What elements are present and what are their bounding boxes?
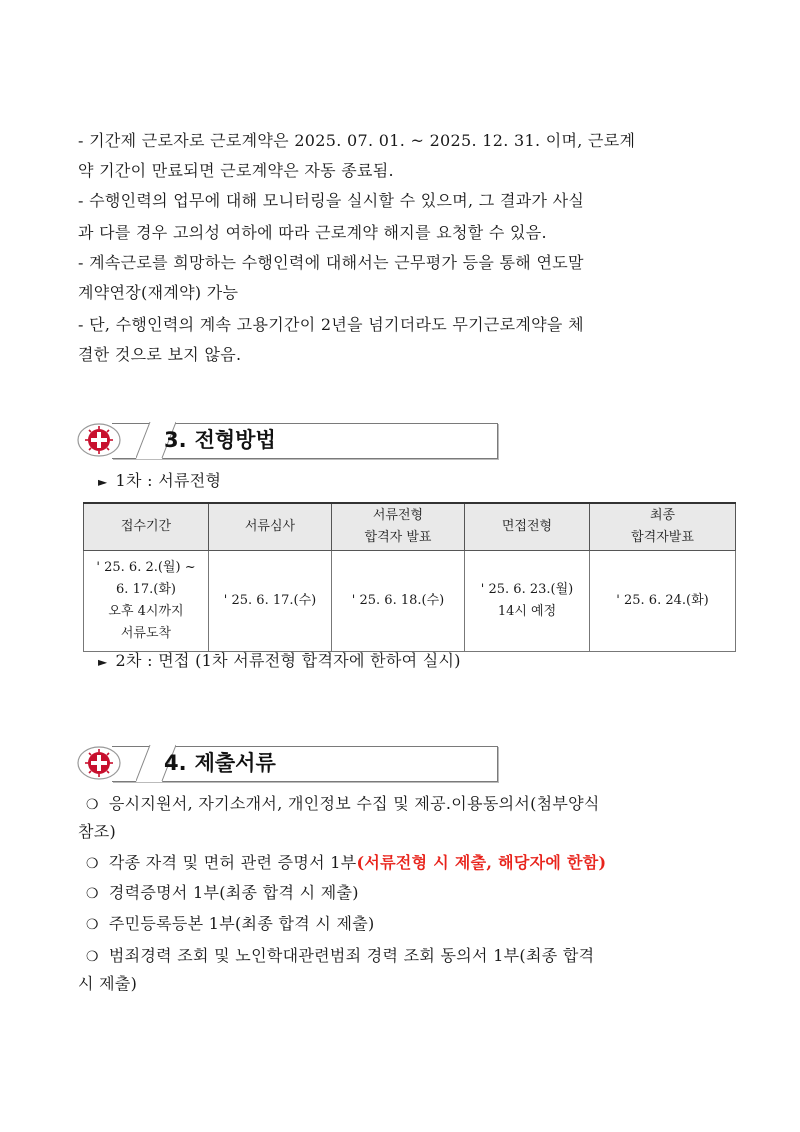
document-item-5: ❍ 범죄경력 조회 및 노인학대관련범죄 경력 조회 동의서 1부(최종 합격 — [86, 946, 595, 965]
table-cell: ' 25. 6. 23.(월) 14시 예정 — [465, 551, 590, 652]
step-1-line: ► 1차 : 서류전형 — [98, 471, 222, 490]
bullet-icon: ❍ — [86, 797, 99, 813]
document-item-1-cont: 참조) — [78, 822, 117, 841]
paragraph-line-2: 약 기간이 만료되면 근로계약은 자동 종료됨. — [78, 161, 394, 180]
paragraph-line-5: - 계속근로를 희망하는 수행인력에 대해서는 근무평가 등을 통해 연도말 — [78, 253, 584, 272]
table-cell: ' 25. 6. 2.(월) ~ 6. 17.(화) 오후 4시까지 서류도착 — [84, 551, 209, 652]
table-cell: ' 25. 6. 18.(수) — [332, 551, 465, 652]
paragraph-line-6: 계약연장(재계약) 가능 — [78, 283, 239, 302]
paragraph-line-8: 결한 것으로 보지 않음. — [78, 345, 242, 364]
section-3-header — [76, 421, 498, 459]
schedule-table — [83, 502, 736, 652]
table-header: 최종 합격자발표 — [590, 503, 736, 551]
section-3-title: 3. 전형방법 — [164, 428, 276, 452]
step-2-line: ► 2차 : 면접 (1차 서류전형 합격자에 한하여 실시) — [98, 651, 461, 670]
document-item-5-cont: 시 제출) — [78, 974, 138, 993]
paragraph-line-4: 과 다를 경우 고의성 여하에 따라 근로계약 해지를 요청할 수 있음. — [78, 223, 547, 242]
caritas-logo-icon — [76, 744, 122, 782]
arrow-right-icon: ► — [98, 655, 108, 669]
document-item-4: ❍ 주민등록등본 1부(최종 합격 시 제출) — [86, 914, 375, 933]
section-4-header — [76, 744, 498, 782]
arrow-right-icon: ► — [98, 475, 108, 489]
table-cell: ' 25. 6. 17.(수) — [209, 551, 332, 652]
table-header-row — [84, 503, 736, 551]
bullet-icon: ❍ — [86, 917, 99, 933]
paragraph-line-3: - 수행인력의 업무에 대해 모니터링을 실시할 수 있으며, 그 결과가 사실 — [78, 191, 585, 210]
caritas-logo-icon — [76, 421, 122, 459]
table-row — [84, 551, 736, 652]
document-item-2: ❍ 각종 자격 및 면허 관련 증명서 1부(서류전형 시 제출, 해당자에 한함) — [86, 853, 607, 872]
table-header: 면접전형 — [465, 503, 590, 551]
section-4-title: 4. 제출서류 — [164, 751, 276, 775]
table-header: 서류심사 — [209, 503, 332, 551]
document-item-3: ❍ 경력증명서 1부(최종 합격 시 제출) — [86, 883, 359, 902]
table-cell: ' 25. 6. 24.(화) — [590, 551, 736, 652]
document-item-1: ❍ 응시지원서, 자기소개서, 개인정보 수집 및 제공.이용동의서(첨부양식 — [86, 794, 600, 813]
bullet-icon: ❍ — [86, 886, 99, 902]
bullet-icon: ❍ — [86, 949, 99, 965]
paragraph-line-1: - 기간제 근로자로 근로계약은 2025. 07. 01. ~ 2025. 12. 31. 이며, 근로계 — [78, 131, 636, 150]
table-header: 접수기간 — [84, 503, 209, 551]
bullet-icon: ❍ — [86, 856, 99, 872]
paragraph-line-7: - 단, 수행인력의 계속 고용기간이 2년을 넘기더라도 무기근로계약을 체 — [78, 315, 584, 334]
red-note: (서류전형 시 제출, 해당자에 한함) — [356, 853, 607, 872]
table-header: 서류전형 합격자 발표 — [332, 503, 465, 551]
